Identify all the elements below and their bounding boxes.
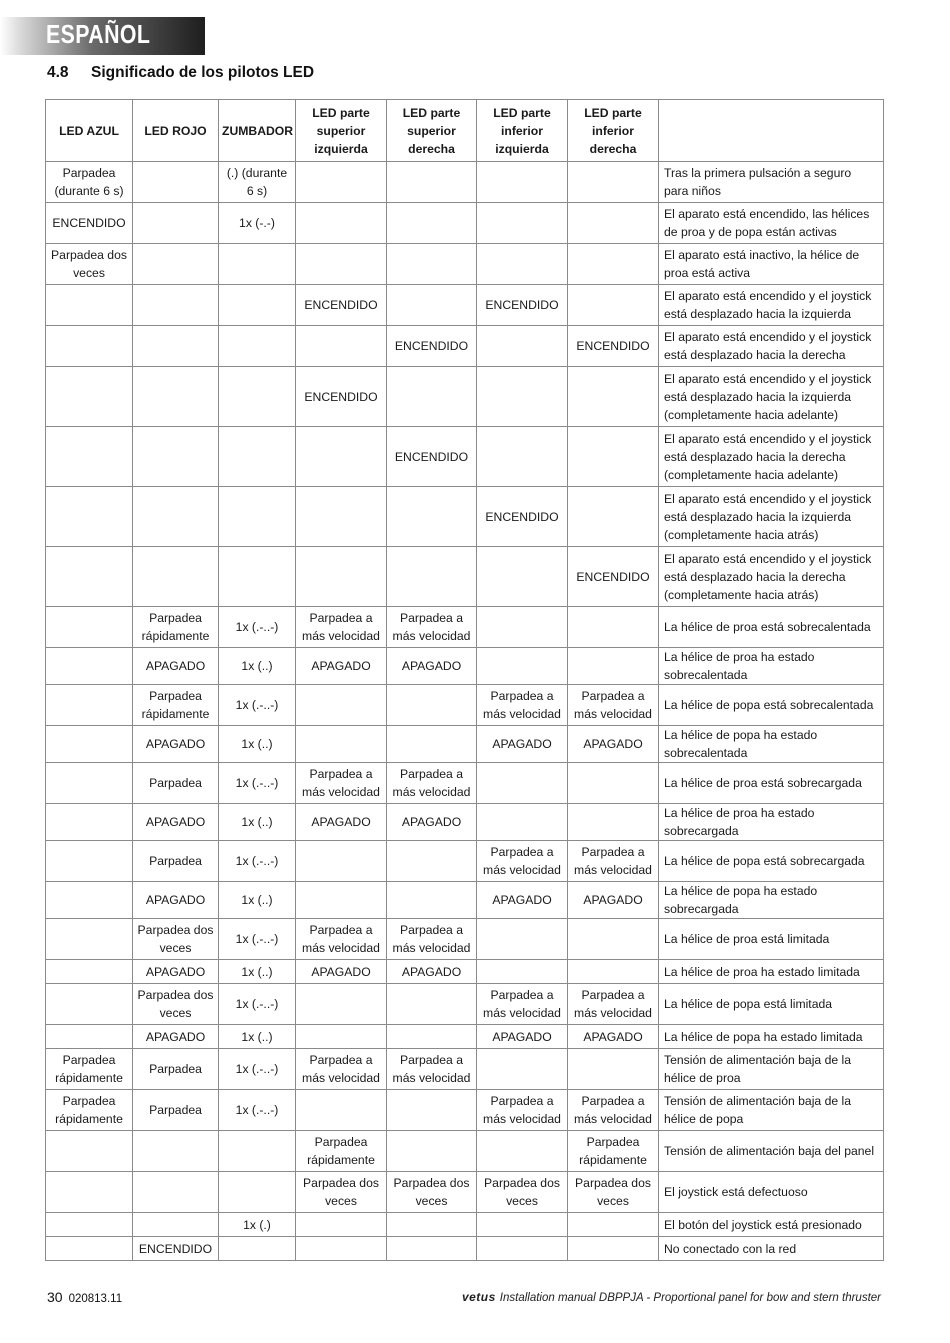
led-state-cell [387, 244, 477, 285]
led-state-cell: Parpadea a más velocidad [387, 607, 477, 648]
section-heading [47, 64, 314, 82]
led-state-cell: APAGADO [568, 726, 659, 763]
table-row [46, 487, 884, 547]
led-state-cell: 1x (..) [219, 882, 296, 919]
led-state-cell [387, 487, 477, 547]
led-state-cell: Parpadea dos veces [296, 1172, 387, 1213]
led-state-cell [568, 960, 659, 984]
meaning-cell: El aparato está inactivo, la hélice de proa está activa [659, 244, 884, 285]
led-state-cell [387, 882, 477, 919]
led-state-cell [46, 547, 133, 607]
led-state-cell [219, 244, 296, 285]
led-state-cell [46, 919, 133, 960]
led-state-cell: Parpadea a más velocidad [387, 1049, 477, 1090]
led-state-cell [296, 487, 387, 547]
led-state-cell: Parpadea a más velocidad [568, 984, 659, 1025]
led-state-cell [46, 487, 133, 547]
led-state-cell [219, 487, 296, 547]
led-state-cell: APAGADO [133, 648, 219, 685]
led-state-cell [219, 1237, 296, 1261]
column-header: LED parte inferior izquierda [477, 100, 568, 162]
led-state-cell [46, 607, 133, 648]
led-state-cell [296, 841, 387, 882]
meaning-cell: La hélice de popa ha estado sobrecalentada [659, 726, 884, 763]
led-state-cell: Parpadea (durante 6 s) [46, 162, 133, 203]
led-state-cell [477, 203, 568, 244]
led-state-cell [46, 1025, 133, 1049]
led-state-cell [46, 841, 133, 882]
led-state-cell: APAGADO [387, 804, 477, 841]
meaning-cell: La hélice de proa ha estado sobrecalentada [659, 648, 884, 685]
brand-logo: vetus [461, 1290, 496, 1304]
led-state-cell: 1x (.-..-) [219, 919, 296, 960]
column-header: LED AZUL [46, 100, 133, 162]
table-row [46, 1049, 884, 1090]
led-state-cell [477, 244, 568, 285]
led-state-cell [477, 427, 568, 487]
led-state-cell: Parpadea [133, 841, 219, 882]
led-state-cell [296, 244, 387, 285]
meaning-cell: El aparato está encendido y el joystick está desplazado hacia la izquierda [659, 285, 884, 326]
led-state-cell: ENCENDIDO [387, 326, 477, 367]
led-state-cell: Parpadea a más velocidad [477, 685, 568, 726]
led-state-cell: APAGADO [133, 726, 219, 763]
led-state-cell [46, 367, 133, 427]
led-state-cell [387, 1090, 477, 1131]
led-state-cell [296, 427, 387, 487]
led-state-cell [568, 162, 659, 203]
meaning-cell: La hélice de popa ha estado limitada [659, 1025, 884, 1049]
led-state-cell [46, 804, 133, 841]
led-state-cell [387, 984, 477, 1025]
led-state-cell: Parpadea dos veces [46, 244, 133, 285]
led-state-cell [296, 685, 387, 726]
table-row [46, 203, 884, 244]
led-state-cell: APAGADO [133, 1025, 219, 1049]
led-state-cell: 1x (.-..-) [219, 763, 296, 804]
led-state-cell [219, 285, 296, 326]
column-header: LED parte inferior derecha [568, 100, 659, 162]
manual-title: Installation manual DBPPJA - Proportional panel for bow and stern thruster [499, 1292, 881, 1304]
meaning-cell: Tras la primera pulsación a seguro para niños [659, 162, 884, 203]
led-state-cell: 1x (.-..-) [219, 607, 296, 648]
led-state-cell [133, 162, 219, 203]
led-state-cell [46, 648, 133, 685]
led-state-cell [133, 1172, 219, 1213]
meaning-cell: La hélice de popa está limitada [659, 984, 884, 1025]
led-state-cell: (.) (durante 6 s) [219, 162, 296, 203]
meaning-cell: Tensión de alimentación baja del panel [659, 1131, 884, 1172]
column-header: LED ROJO [133, 100, 219, 162]
led-state-cell: APAGADO [477, 726, 568, 763]
table-row [46, 427, 884, 487]
meaning-cell: La hélice de proa está limitada [659, 919, 884, 960]
led-state-cell: Parpadea a más velocidad [477, 841, 568, 882]
led-state-cell [296, 1090, 387, 1131]
led-state-cell [477, 326, 568, 367]
led-state-cell: Parpadea dos veces [133, 984, 219, 1025]
led-state-cell [477, 1213, 568, 1237]
meaning-cell: La hélice de popa ha estado sobrecargada [659, 882, 884, 919]
led-state-cell [46, 763, 133, 804]
led-state-cell [477, 960, 568, 984]
led-state-cell: 1x (..) [219, 648, 296, 685]
led-state-cell [46, 984, 133, 1025]
led-state-cell [296, 547, 387, 607]
led-state-cell [46, 1237, 133, 1261]
led-state-cell [46, 285, 133, 326]
table-header-row [46, 100, 884, 162]
led-state-cell: ENCENDIDO [296, 367, 387, 427]
led-state-cell [568, 919, 659, 960]
led-state-cell: Parpadea dos veces [133, 919, 219, 960]
led-state-cell [296, 882, 387, 919]
table-row [46, 367, 884, 427]
table-row [46, 162, 884, 203]
led-state-cell: Parpadea a más velocidad [568, 1090, 659, 1131]
led-state-cell [568, 1049, 659, 1090]
led-state-cell [477, 804, 568, 841]
led-state-cell [133, 326, 219, 367]
led-state-cell: Parpadea a más velocidad [387, 919, 477, 960]
led-state-cell [387, 203, 477, 244]
led-state-cell [219, 326, 296, 367]
table-row [46, 763, 884, 804]
led-state-cell [46, 1213, 133, 1237]
table-row [46, 326, 884, 367]
led-state-cell [133, 547, 219, 607]
led-state-cell [133, 367, 219, 427]
table-row [46, 1172, 884, 1213]
document-code: 020813.11 [68, 1293, 123, 1305]
led-state-cell [219, 1131, 296, 1172]
meaning-cell: El aparato está encendido y el joystick está desplazado hacia la derecha [659, 326, 884, 367]
led-state-cell: 1x (.-..-) [219, 1090, 296, 1131]
led-state-cell [387, 726, 477, 763]
meaning-cell: El botón del joystick está presionado [659, 1213, 884, 1237]
led-state-cell [133, 285, 219, 326]
led-state-cell [296, 726, 387, 763]
led-state-cell [477, 1049, 568, 1090]
led-state-cell [296, 1237, 387, 1261]
led-state-cell [387, 841, 477, 882]
led-state-cell [568, 244, 659, 285]
led-state-cell [219, 367, 296, 427]
led-state-cell [133, 244, 219, 285]
led-state-cell [46, 685, 133, 726]
table-row [46, 244, 884, 285]
led-state-cell [568, 648, 659, 685]
led-state-cell: 1x (-.-) [219, 203, 296, 244]
led-state-cell: Parpadea rápidamente [133, 607, 219, 648]
led-state-cell [387, 367, 477, 427]
led-state-cell [387, 685, 477, 726]
led-state-cell [568, 607, 659, 648]
led-state-cell [133, 1213, 219, 1237]
page-number: 30 [47, 1289, 63, 1305]
led-state-cell [387, 1131, 477, 1172]
led-state-cell [568, 1213, 659, 1237]
meaning-cell: El aparato está encendido y el joystick está desplazado hacia la derecha (completamente hacia atrás) [659, 547, 884, 607]
led-state-cell [477, 648, 568, 685]
led-state-cell [568, 804, 659, 841]
led-state-cell: APAGADO [296, 648, 387, 685]
led-state-cell: Parpadea a más velocidad [568, 841, 659, 882]
led-state-cell: APAGADO [477, 1025, 568, 1049]
led-state-cell: ENCENDIDO [133, 1237, 219, 1261]
meaning-cell: La hélice de proa ha estado limitada [659, 960, 884, 984]
led-state-cell [46, 726, 133, 763]
meaning-cell: La hélice de proa ha estado sobrecargada [659, 804, 884, 841]
table-row [46, 648, 884, 685]
led-state-cell: ENCENDIDO [296, 285, 387, 326]
led-state-cell: Parpadea dos veces [477, 1172, 568, 1213]
led-state-cell [133, 487, 219, 547]
meaning-cell: Tensión de alimentación baja de la hélice de popa [659, 1090, 884, 1131]
led-state-cell: APAGADO [133, 882, 219, 919]
language-label: ESPAÑOL [46, 19, 151, 49]
led-state-cell [219, 547, 296, 607]
meaning-cell: El aparato está encendido y el joystick está desplazado hacia la izquierda (completamente hacia adelante) [659, 367, 884, 427]
table-row [46, 1090, 884, 1131]
led-state-cell [296, 984, 387, 1025]
led-state-cell [46, 326, 133, 367]
meaning-cell: El joystick está defectuoso [659, 1172, 884, 1213]
led-state-cell: 1x (.) [219, 1213, 296, 1237]
led-state-cell [133, 427, 219, 487]
led-state-cell [219, 427, 296, 487]
led-state-cell: 1x (.-..-) [219, 984, 296, 1025]
meaning-cell: El aparato está encendido y el joystick está desplazado hacia la derecha (completamente hacia adelante) [659, 427, 884, 487]
led-state-cell [46, 882, 133, 919]
led-state-cell: APAGADO [296, 960, 387, 984]
led-state-cell: Parpadea dos veces [568, 1172, 659, 1213]
led-state-cell [296, 326, 387, 367]
led-state-cell [46, 1172, 133, 1213]
led-state-cell: APAGADO [133, 960, 219, 984]
led-state-cell [296, 203, 387, 244]
led-state-cell: Parpadea rápidamente [568, 1131, 659, 1172]
led-state-cell [477, 607, 568, 648]
led-state-cell: APAGADO [387, 648, 477, 685]
led-state-cell [387, 1237, 477, 1261]
led-state-cell: Parpadea a más velocidad [568, 685, 659, 726]
led-meaning-table [45, 99, 884, 1261]
led-state-cell [568, 487, 659, 547]
led-state-cell: Parpadea rápidamente [296, 1131, 387, 1172]
meaning-cell: La hélice de proa está sobrecargada [659, 763, 884, 804]
led-state-cell: Parpadea a más velocidad [296, 763, 387, 804]
led-state-cell: 1x (.-..-) [219, 841, 296, 882]
table-row [46, 607, 884, 648]
column-header: ZUMBADOR [219, 100, 296, 162]
meaning-cell: Tensión de alimentación baja de la hélice de proa [659, 1049, 884, 1090]
footer-right [462, 1290, 881, 1304]
column-header [659, 100, 884, 162]
table-row [46, 804, 884, 841]
table-row [46, 1237, 884, 1261]
table-row [46, 1213, 884, 1237]
meaning-cell: No conectado con la red [659, 1237, 884, 1261]
table-row [46, 882, 884, 919]
column-header: LED parte superior derecha [387, 100, 477, 162]
led-state-cell [133, 1131, 219, 1172]
led-state-cell: APAGADO [477, 882, 568, 919]
led-state-cell [477, 1131, 568, 1172]
table-row [46, 1025, 884, 1049]
led-state-cell [568, 427, 659, 487]
led-state-cell [387, 1025, 477, 1049]
led-state-cell: 1x (.-..-) [219, 1049, 296, 1090]
led-state-cell: APAGADO [133, 804, 219, 841]
led-state-cell: Parpadea a más velocidad [296, 919, 387, 960]
led-state-cell: ENCENDIDO [568, 326, 659, 367]
led-state-cell: Parpadea a más velocidad [387, 763, 477, 804]
led-state-cell: ENCENDIDO [568, 547, 659, 607]
led-state-cell [477, 1237, 568, 1261]
led-state-cell: Parpadea a más velocidad [477, 1090, 568, 1131]
table-row [46, 1131, 884, 1172]
led-state-cell [46, 1131, 133, 1172]
table-row [46, 841, 884, 882]
led-state-cell [296, 162, 387, 203]
led-state-cell [133, 203, 219, 244]
led-state-cell [477, 367, 568, 427]
led-state-cell: APAGADO [296, 804, 387, 841]
table-row [46, 919, 884, 960]
led-state-cell: ENCENDIDO [477, 487, 568, 547]
led-state-cell: APAGADO [568, 882, 659, 919]
led-state-cell [387, 162, 477, 203]
led-state-cell [477, 162, 568, 203]
led-state-cell [387, 547, 477, 607]
led-state-cell [477, 763, 568, 804]
table-row [46, 685, 884, 726]
led-state-cell: Parpadea [133, 1049, 219, 1090]
led-state-cell: 1x (..) [219, 804, 296, 841]
led-state-cell: ENCENDIDO [387, 427, 477, 487]
language-banner [0, 17, 205, 55]
led-state-cell: Parpadea rápidamente [133, 685, 219, 726]
led-state-cell: Parpadea a más velocidad [296, 607, 387, 648]
led-state-cell [568, 285, 659, 326]
table-body [46, 162, 884, 1261]
footer-left [47, 1289, 122, 1305]
led-state-cell: 1x (..) [219, 960, 296, 984]
led-state-cell: APAGADO [568, 1025, 659, 1049]
led-state-cell: APAGADO [387, 960, 477, 984]
led-state-cell [568, 203, 659, 244]
led-state-cell [387, 1213, 477, 1237]
led-state-cell [296, 1025, 387, 1049]
meaning-cell: La hélice de proa está sobrecalentada [659, 607, 884, 648]
table-row [46, 726, 884, 763]
led-state-cell: 1x (..) [219, 726, 296, 763]
led-state-cell: Parpadea dos veces [387, 1172, 477, 1213]
section-title: Significado de los pilotos LED [91, 64, 315, 81]
led-state-cell: 1x (.-..-) [219, 685, 296, 726]
table-row [46, 547, 884, 607]
meaning-cell: El aparato está encendido y el joystick está desplazado hacia la izquierda (completamente hacia atrás) [659, 487, 884, 547]
table-row [46, 285, 884, 326]
led-state-cell [387, 285, 477, 326]
led-state-cell [46, 960, 133, 984]
led-state-cell [568, 1237, 659, 1261]
led-state-cell [477, 919, 568, 960]
meaning-cell: La hélice de popa está sobrecargada [659, 841, 884, 882]
led-state-cell: 1x (..) [219, 1025, 296, 1049]
led-state-cell [219, 1172, 296, 1213]
led-state-cell: Parpadea rápidamente [46, 1049, 133, 1090]
led-state-cell [296, 1213, 387, 1237]
led-state-cell [568, 763, 659, 804]
column-header: LED parte superior izquierda [296, 100, 387, 162]
led-state-cell: Parpadea rápidamente [46, 1090, 133, 1131]
table-row [46, 984, 884, 1025]
led-state-cell [568, 367, 659, 427]
led-state-cell [46, 427, 133, 487]
led-state-cell: Parpadea a más velocidad [477, 984, 568, 1025]
meaning-cell: La hélice de popa está sobrecalentada [659, 685, 884, 726]
led-state-cell: Parpadea a más velocidad [296, 1049, 387, 1090]
led-state-cell [477, 547, 568, 607]
section-number: 4.8 [47, 64, 69, 81]
led-state-cell: Parpadea [133, 1090, 219, 1131]
led-state-cell: ENCENDIDO [477, 285, 568, 326]
meaning-cell: El aparato está encendido, las hélices de proa y de popa están activas [659, 203, 884, 244]
table-row [46, 960, 884, 984]
led-state-cell: Parpadea [133, 763, 219, 804]
led-state-cell: ENCENDIDO [46, 203, 133, 244]
